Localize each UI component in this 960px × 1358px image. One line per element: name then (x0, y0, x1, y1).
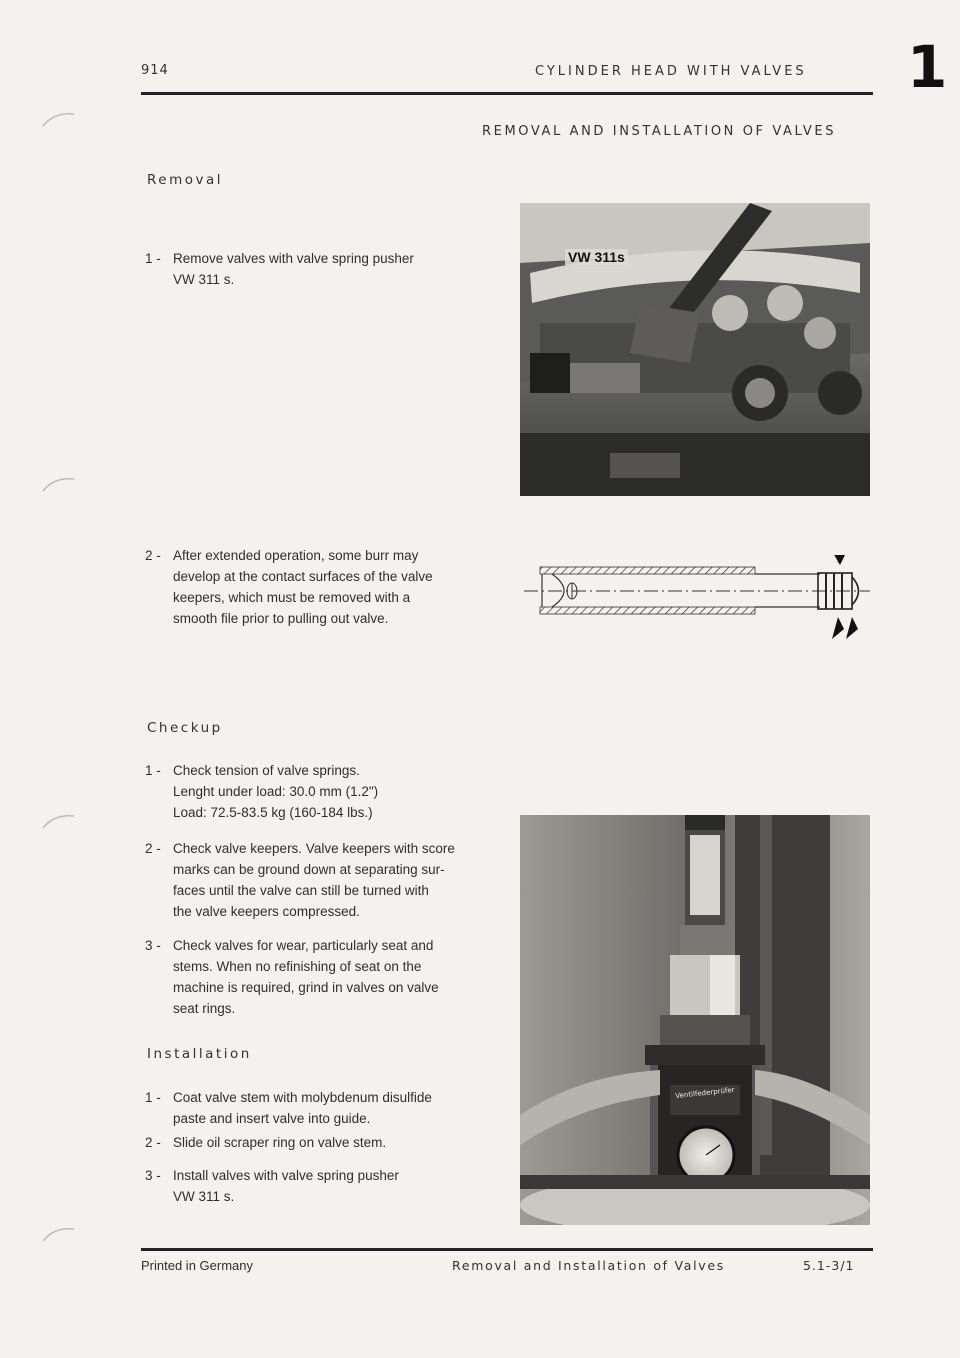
step-number: 1 - (145, 763, 161, 778)
page-number: 914 (141, 63, 169, 78)
step-number: 3 - (145, 1168, 161, 1183)
step-line: stems. When no refinishing of seat on the (173, 959, 422, 974)
step-line: Check tension of valve springs. (173, 763, 360, 778)
cylinder-head-photo (520, 203, 870, 496)
step-number: 1 - (145, 1090, 161, 1105)
step-line: Slide oil scraper ring on valve stem. (173, 1135, 387, 1150)
step-line: Coat valve stem with molybdenum disulfide (173, 1090, 432, 1105)
spring-tester-photo (520, 815, 870, 1225)
step-line: keepers, which must be removed with a (173, 590, 411, 605)
installation-heading: Installation (147, 1046, 252, 1062)
removal-heading: Removal (147, 172, 224, 188)
checkup-heading: Checkup (147, 720, 223, 736)
margin-mark-3 (40, 812, 80, 832)
step-line: Check valves for wear, particularly seat and (173, 938, 434, 953)
step-line: paste and insert valve into guide. (173, 1111, 371, 1126)
tool-label: VW 311s (565, 249, 628, 265)
step-line: After extended operation, some burr may (173, 548, 419, 563)
tester-brand-label: Ventilfederprüfer (675, 1085, 735, 1101)
step-line: smooth file prior to pulling out valve. (173, 611, 389, 626)
step-number: 2 - (145, 1135, 161, 1150)
step-line: Load: 72.5-83.5 kg (160-184 lbs.) (173, 805, 373, 820)
margin-mark-1 (40, 110, 80, 130)
margin-mark-2 (40, 475, 80, 495)
footer-section-title: Removal and Installation of Valves (452, 1258, 725, 1273)
step-number: 1 - (145, 251, 161, 266)
valve-stem-diagram (520, 555, 880, 645)
step-line: Check valve keepers. Valve keepers with score (173, 841, 455, 856)
step-line: VW 311 s. (173, 1189, 235, 1204)
step-number: 2 - (145, 841, 161, 856)
chapter-number: 1 (907, 33, 948, 101)
step-line: Lenght under load: 30.0 mm (1.2") (173, 784, 379, 799)
footer-rule (141, 1248, 873, 1251)
footer-page-ref: 5.1-3/1 (803, 1258, 855, 1273)
step-line: VW 311 s. (173, 272, 235, 287)
step-number: 3 - (145, 938, 161, 953)
step-line: faces until the valve can still be turned with (173, 883, 429, 898)
section-subtitle: REMOVAL AND INSTALLATION OF VALVES (482, 124, 837, 139)
header-rule (141, 92, 873, 95)
step-number: 2 - (145, 548, 161, 563)
page-header-title: CYLINDER HEAD WITH VALVES (535, 64, 807, 79)
step-line: marks can be ground down at separating sur- (173, 862, 445, 877)
step-line: develop at the contact surfaces of the valve (173, 569, 433, 584)
step-line: Remove valves with valve spring pusher (173, 251, 414, 266)
step-line: seat rings. (173, 1001, 236, 1016)
footer-printed: Printed in Germany (141, 1258, 253, 1273)
margin-mark-4 (40, 1225, 80, 1245)
step-line: the valve keepers compressed. (173, 904, 360, 919)
step-line: machine is required, grind in valves on valve (173, 980, 439, 995)
step-line: Install valves with valve spring pusher (173, 1168, 399, 1183)
